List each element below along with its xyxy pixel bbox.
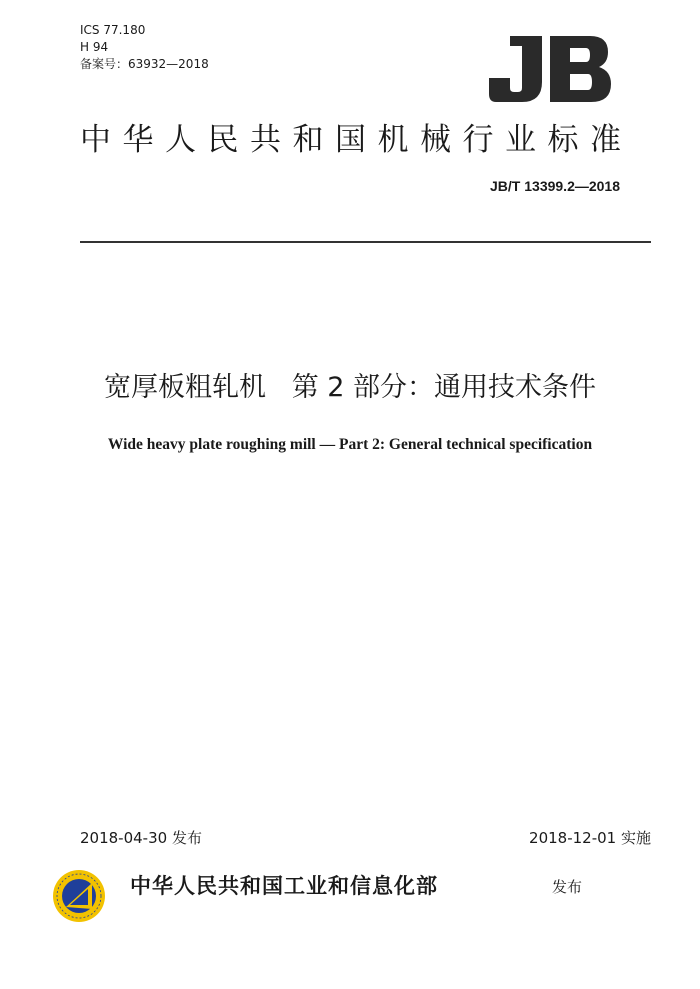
filing-number: 备案号：63932—2018 <box>80 57 209 71</box>
standard-type-heading: 中华人民共和国机械行业标准 <box>80 122 633 158</box>
issue-date: 2018-04-30 发布 <box>80 829 202 847</box>
standard-number: JB/T 13399.2—2018 <box>490 178 620 194</box>
implementation-date: 2018-12-01 实施 <box>529 829 651 847</box>
header-divider <box>80 241 651 243</box>
publisher-suffix: 发布 <box>552 878 583 896</box>
document-title-chinese: 宽厚板粗轧机 第 2 部分：通用技术条件 <box>103 372 597 403</box>
ministry-emblem-icon <box>52 869 106 923</box>
jb-logo-icon <box>486 30 614 106</box>
publisher-name: 中华人民共和国工业和信息化部 <box>130 874 438 898</box>
ics-code: ICS 77.180 <box>80 23 146 37</box>
document-title-english: Wide heavy plate roughing mill — Part 2: General technical specification <box>107 436 593 453</box>
classification-code: H 94 <box>80 40 109 54</box>
